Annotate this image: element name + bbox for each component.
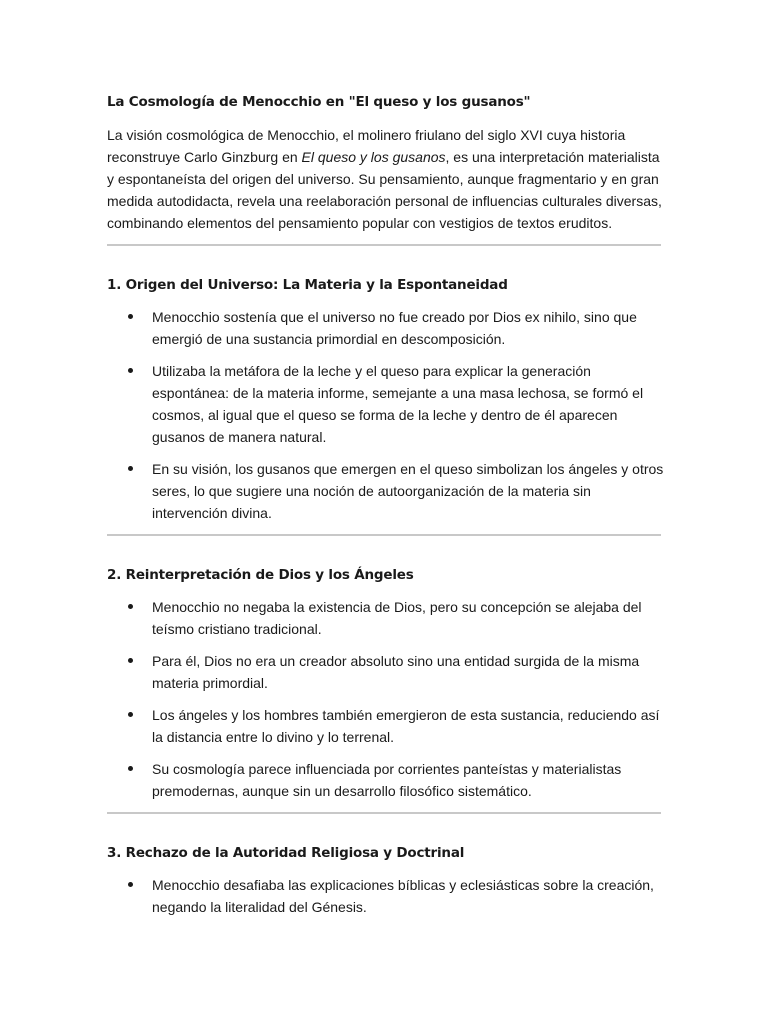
list-item bbox=[107, 306, 664, 350]
bullet-icon bbox=[128, 314, 133, 319]
list-item bbox=[107, 874, 664, 918]
list-item bbox=[107, 704, 664, 748]
list-item bbox=[107, 596, 664, 640]
bullet-icon bbox=[128, 604, 133, 609]
section-heading-rechazo-autoridad: 3. Rechazo de la Autoridad Religiosa y Doctrinal bbox=[107, 845, 465, 861]
list-item-text: Su cosmología parece influenciada por corrientes panteístas y materialistas premodernas, aunque sin un desarrollo filosófico sistemático. bbox=[152, 761, 622, 799]
section-heading-origen: 1. Origen del Universo: La Materia y la Espontaneidad bbox=[107, 277, 508, 293]
intro-text-start: La visión cosmológica de Menocchio, el molinero friulano del siglo XVI cuya historia reconstruye Carlo Ginzburg en bbox=[107, 127, 626, 165]
list-item-text: Menocchio sostenía que el universo no fue creado por Dios ex nihilo, sino que emergió de una sustancia primordial en descomposición. bbox=[152, 309, 637, 347]
list-item bbox=[107, 758, 664, 802]
list-item-text: Menocchio no negaba la existencia de Dios, pero su concepción se alejaba del teísmo cristiano tradicional. bbox=[152, 599, 642, 637]
list-item-text: En su visión, los gusanos que emergen en el queso simbolizan los ángeles y otros seres, lo que sugiere una noción de autoorganización de la materia sin intervención divina. bbox=[152, 461, 664, 521]
document-title: La Cosmología de Menocchio en "El queso y los gusanos" bbox=[107, 94, 531, 110]
bullet-icon bbox=[128, 712, 133, 717]
intro-text-end: , es una interpretación materialista y espontaneísta del origen del universo. Su pensamiento, aunque fragmentario y en gran medida autodidacta, revela una reelaboración personal de influencias culturales diversas, combinando elementos del pensamiento popular con vestigios de textos eruditos. bbox=[107, 149, 662, 231]
section-divider bbox=[107, 244, 661, 246]
bullet-list bbox=[107, 306, 664, 524]
list-item bbox=[107, 360, 664, 448]
bullet-icon bbox=[128, 882, 133, 887]
bullet-list bbox=[107, 596, 661, 802]
book-title-italic: El queso y los gusanos bbox=[301, 149, 446, 165]
list-item-text: Los ángeles y los hombres también emergieron de esta sustancia, reduciendo así la distancia entre lo divino y lo terrenal. bbox=[152, 707, 660, 745]
list-item-text: Para él, Dios no era un creador absoluto sino una entidad surgida de la misma materia primordial. bbox=[152, 653, 640, 691]
section-divider bbox=[107, 534, 661, 536]
list-item bbox=[107, 650, 664, 694]
bullet-icon bbox=[128, 658, 133, 663]
bullet-icon bbox=[128, 466, 133, 471]
section-heading-dios-angeles: 2. Reinterpretación de Dios y los Ángeles bbox=[107, 567, 414, 583]
section-divider bbox=[107, 812, 661, 814]
list-item-text: Utilizaba la metáfora de la leche y el queso para explicar la generación espontánea: de la materia informe, semejante a una masa lechosa, se formó el cosmos, al igual que el queso se forma de la leche y dentro de él aparecen gusanos de manera natural. bbox=[152, 363, 644, 445]
bullet-list bbox=[107, 874, 661, 918]
list-item bbox=[107, 458, 664, 524]
list-item-text: Menocchio desafiaba las explicaciones bíblicas y eclesiásticas sobre la creación, negando la literalidad del Génesis. bbox=[152, 877, 654, 915]
bullet-icon bbox=[128, 368, 133, 373]
intro-paragraph bbox=[107, 124, 663, 234]
bullet-icon bbox=[128, 766, 133, 771]
